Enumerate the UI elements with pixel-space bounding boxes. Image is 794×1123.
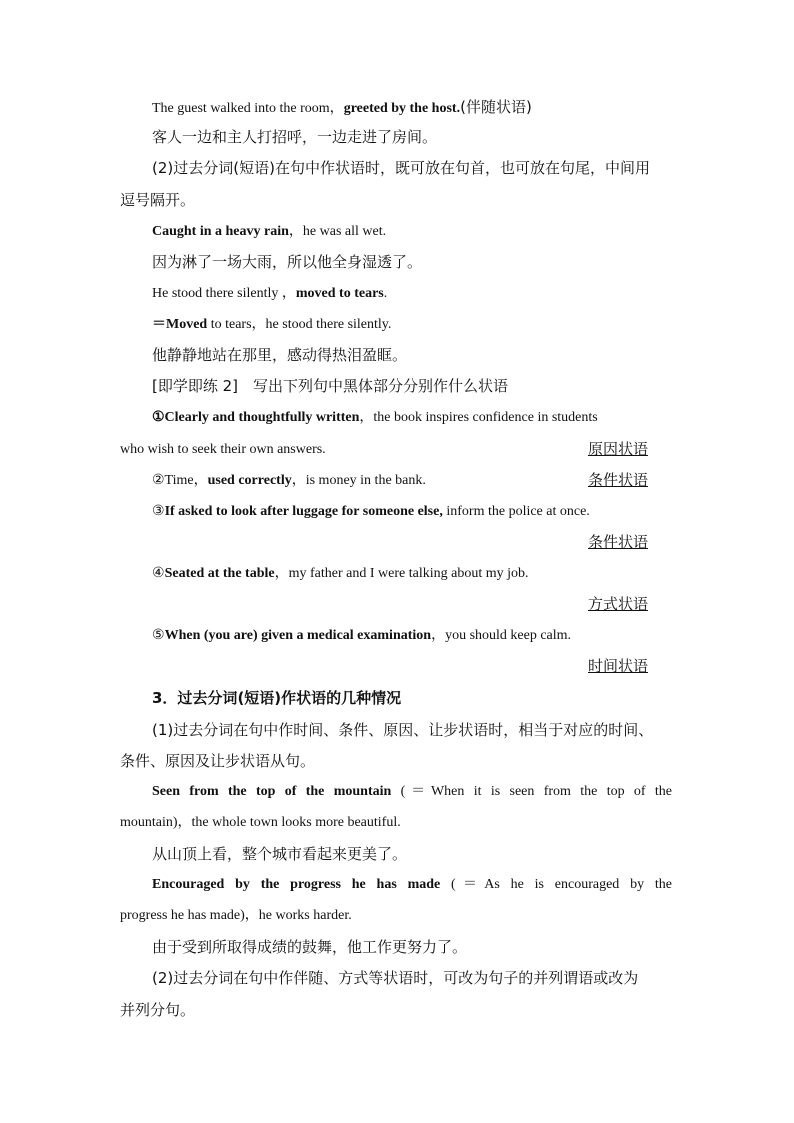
example-sentence-encouraged-line2: progress he has made)，he works harder. [120,908,352,923]
exercise-q5-answer: 时间状语 [588,657,649,675]
translation-moved: 他静静地站在那里，感动得热泪盈眶。 [152,346,408,364]
rule-3-1-line2: 条件、原因及让步状语从句。 [120,752,316,770]
example-sentence-encouraged-line1: Encouraged by the progress he has made (＝As he is encouraged by the [152,877,672,892]
exercise-q4-answer: 方式状语 [588,595,649,613]
translation-encouraged: 由于受到所取得成绩的鼓舞，他工作更努力了。 [152,938,468,956]
exercise-q1-answer: 原因状语 [588,440,649,458]
exercise-q4: ④Seated at the table，my father and I were talking about my job. [152,566,529,581]
exercise-q3: ③If asked to look after luggage for someone else, inform the police at once. [152,504,590,519]
exercise-heading: [即学即练 2] 写出下列句中黑体部分分别作什么状语 [152,377,509,395]
exercise-q5: ⑤When (you are) given a medical examination，you should keep calm. [152,628,572,643]
example-sentence-caught: Caught in a heavy rain，he was all wet. [152,224,387,239]
translation-seen: 从山顶上看，整个城市看起来更美了。 [152,845,408,863]
exercise-q2: ②Time，used correctly，is money in the bank. [152,473,426,488]
section-3-heading: 3．过去分词(短语)作状语的几种情况 [152,689,402,707]
example-sentence-moved-alt: ＝Moved to tears，he stood there silently. [152,317,392,332]
translation-greeted: 客人一边和主人打招呼，一边走进了房间。 [152,128,438,146]
example-sentence-moved: He stood there silently ，moved to tears. [152,286,388,301]
example-sentence-seen-line2: mountain)，the whole town looks more beautiful. [120,815,401,830]
example-sentence-seen-line1: Seen from the top of the mountain (＝When it is seen from the top of the [152,784,673,799]
exercise-q2-answer: 条件状语 [588,471,649,489]
rule-3-1-line1: (1)过去分词在句中作时间、条件、原因、让步状语时，相当于对应的时间、 [152,721,654,739]
rule-3-2-line2: 并列分句。 [120,1001,196,1019]
exercise-q3-answer: 条件状语 [588,533,649,551]
rule-2-line1: (2)过去分词(短语)在句中作状语时，既可放在句首，也可放在句尾，中间用 [152,159,650,177]
exercise-q1-line2: who wish to seek their own answers. [120,442,326,457]
rule-2-line2: 逗号隔开。 [120,191,196,209]
exercise-q1-line1: ①Clearly and thoughtfully written，the book inspires confidence in students [152,410,598,425]
rule-3-2-line1: (2)过去分词在句中作伴随、方式等状语时，可改为句子的并列谓语或改为 [152,969,639,987]
example-sentence-greeted: The guest walked into the room，greeted by the host.(伴随状语) [152,98,532,116]
translation-caught: 因为淋了一场大雨，所以他全身湿透了。 [152,253,423,271]
